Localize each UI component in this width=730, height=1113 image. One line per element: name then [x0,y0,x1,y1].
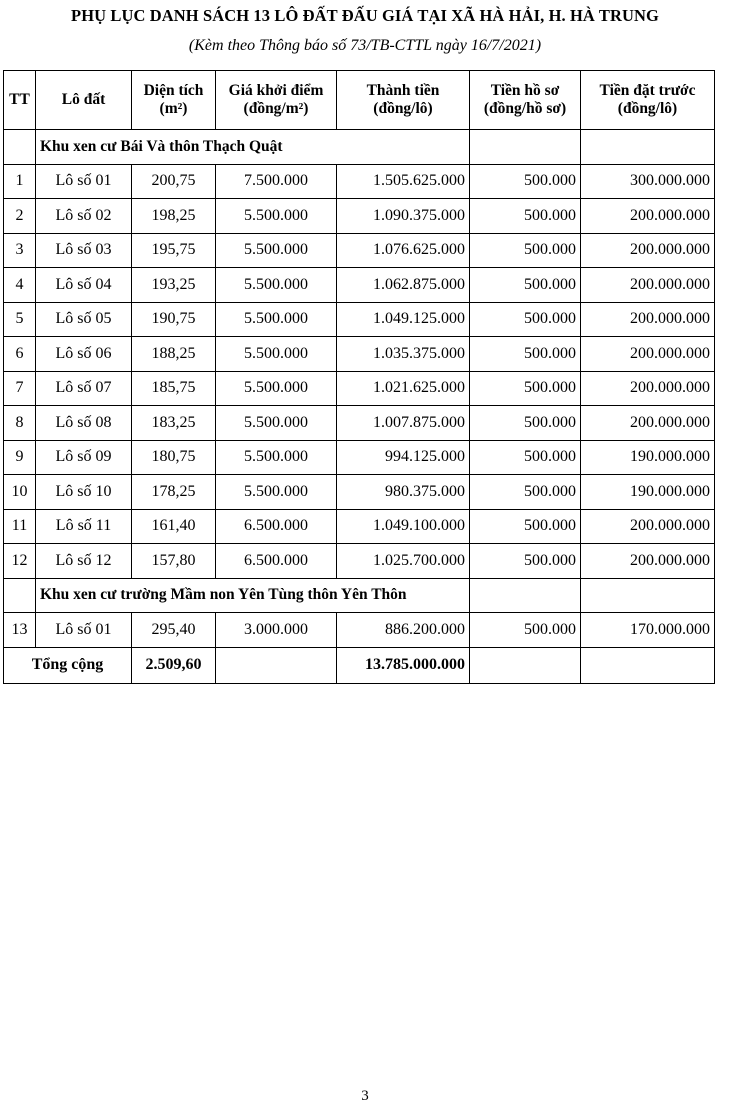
table-row [4,406,715,441]
cell-dien-tich: 190,75 [132,302,216,337]
table-row [4,337,715,372]
cell-dien-tich: 198,25 [132,199,216,234]
cell-gia-khoi-diem: 5.500.000 [216,475,337,510]
cell-tt: 13 [4,613,36,648]
cell-thanh-tien: 1.021.625.000 [337,371,470,406]
table-header-row [4,71,715,130]
cell-tien-dat-truoc: 200.000.000 [581,268,715,303]
cell-tien-ho-so: 500.000 [470,371,581,406]
group-label: Khu xen cư trường Mầm non Yên Tùng thôn Yên Thôn [36,578,470,613]
land-lots-table [3,70,715,684]
cell-thanh-tien: 1.007.875.000 [337,406,470,441]
cell-dien-tich: 161,40 [132,509,216,544]
cell-tien-dat-truoc: 200.000.000 [581,233,715,268]
document-title: PHỤ LỤC DANH SÁCH 13 LÔ ĐẤT ĐẤU GIÁ TẠI XÃ HÀ HẢI, H. HÀ TRUNG [71,6,659,25]
document-subtitle: (Kèm theo Thông báo số 73/TB-CTTL ngày 16/7/2021) [188,37,542,54]
table-row [4,164,715,199]
cell-gia-khoi-diem: 5.500.000 [216,440,337,475]
cell-thanh-tien: 1.035.375.000 [337,337,470,372]
cell-gia-khoi-diem: 5.500.000 [216,406,337,441]
cell-tien-dat-truoc: 200.000.000 [581,371,715,406]
cell-tien-dat-truoc: 190.000.000 [581,440,715,475]
cell-lo-dat: Lô số 09 [36,440,132,475]
header-lo-dat: Lô đất [36,71,132,130]
cell-gia-khoi-diem: 6.500.000 [216,544,337,579]
group-empty-cell [581,130,715,165]
cell-thanh-tien: 1.062.875.000 [337,268,470,303]
cell-tien-ho-so: 500.000 [470,475,581,510]
cell-tien-dat-truoc: 200.000.000 [581,199,715,234]
total-label: Tổng cộng [4,647,132,683]
cell-dien-tich: 188,25 [132,337,216,372]
cell-tt: 7 [4,371,36,406]
table-row [4,613,715,648]
table-body [4,130,715,684]
header-thanh-tien: Thành tiền (đồng/lô) [337,71,470,130]
cell-dien-tich: 183,25 [132,406,216,441]
table-row [4,199,715,234]
table-row [4,268,715,303]
group-empty-cell [4,578,36,613]
table-row [4,302,715,337]
table-row [4,233,715,268]
cell-tt: 5 [4,302,36,337]
table-row [4,440,715,475]
cell-thanh-tien: 980.375.000 [337,475,470,510]
cell-thanh-tien: 1.076.625.000 [337,233,470,268]
header-tien-dat-truoc: Tiền đặt trước (đồng/lô) [581,71,715,130]
cell-gia-khoi-diem: 5.500.000 [216,199,337,234]
cell-tien-ho-so: 500.000 [470,440,581,475]
total-empty-cell [581,647,715,683]
cell-tt: 6 [4,337,36,372]
cell-lo-dat: Lô số 10 [36,475,132,510]
header-gia-khoi-diem: Giá khởi điểm (đồng/m²) [216,71,337,130]
cell-tien-ho-so: 500.000 [470,199,581,234]
cell-tien-dat-truoc: 200.000.000 [581,337,715,372]
cell-lo-dat: Lô số 08 [36,406,132,441]
cell-thanh-tien: 994.125.000 [337,440,470,475]
group-empty-cell [470,130,581,165]
cell-tt: 12 [4,544,36,579]
cell-lo-dat: Lô số 01 [36,613,132,648]
cell-lo-dat: Lô số 05 [36,302,132,337]
cell-tien-dat-truoc: 200.000.000 [581,406,715,441]
total-thanh-tien: 13.785.000.000 [337,647,470,683]
cell-lo-dat: Lô số 01 [36,164,132,199]
cell-tien-dat-truoc: 170.000.000 [581,613,715,648]
table-row [4,509,715,544]
total-row [4,647,715,683]
cell-thanh-tien: 1.090.375.000 [337,199,470,234]
cell-tt: 8 [4,406,36,441]
cell-tien-dat-truoc: 300.000.000 [581,164,715,199]
cell-tt: 2 [4,199,36,234]
cell-gia-khoi-diem: 5.500.000 [216,233,337,268]
cell-tt: 4 [4,268,36,303]
cell-dien-tich: 185,75 [132,371,216,406]
cell-lo-dat: Lô số 07 [36,371,132,406]
cell-tien-ho-so: 500.000 [470,509,581,544]
cell-tien-ho-so: 500.000 [470,406,581,441]
cell-tien-ho-so: 500.000 [470,268,581,303]
cell-dien-tich: 157,80 [132,544,216,579]
cell-dien-tich: 180,75 [132,440,216,475]
cell-tien-dat-truoc: 200.000.000 [581,509,715,544]
cell-tien-ho-so: 500.000 [470,337,581,372]
cell-gia-khoi-diem: 5.500.000 [216,302,337,337]
cell-dien-tich: 200,75 [132,164,216,199]
cell-lo-dat: Lô số 11 [36,509,132,544]
cell-gia-khoi-diem: 7.500.000 [216,164,337,199]
header-dien-tich: Diện tích (m²) [132,71,216,130]
cell-tt: 9 [4,440,36,475]
cell-dien-tich: 295,40 [132,613,216,648]
cell-thanh-tien: 1.025.700.000 [337,544,470,579]
cell-tien-dat-truoc: 200.000.000 [581,302,715,337]
group-header-row [4,130,715,165]
cell-tien-ho-so: 500.000 [470,302,581,337]
cell-dien-tich: 193,25 [132,268,216,303]
header-tien-ho-so: Tiền hồ sơ (đồng/hồ sơ) [470,71,581,130]
cell-dien-tich: 195,75 [132,233,216,268]
total-empty-cell [470,647,581,683]
cell-tien-ho-so: 500.000 [470,164,581,199]
cell-tt: 1 [4,164,36,199]
cell-tien-dat-truoc: 190.000.000 [581,475,715,510]
group-empty-cell [4,130,36,165]
cell-gia-khoi-diem: 5.500.000 [216,337,337,372]
cell-thanh-tien: 1.049.125.000 [337,302,470,337]
cell-gia-khoi-diem: 3.000.000 [216,613,337,648]
cell-tien-dat-truoc: 200.000.000 [581,544,715,579]
group-label: Khu xen cư Bái Và thôn Thạch Quật [36,130,470,165]
cell-tt: 3 [4,233,36,268]
cell-thanh-tien: 886.200.000 [337,613,470,648]
page-number: 3 [361,1088,369,1104]
cell-tien-ho-so: 500.000 [470,613,581,648]
cell-tt: 10 [4,475,36,510]
total-dien-tich: 2.509,60 [132,647,216,683]
table-row [4,475,715,510]
cell-gia-khoi-diem: 5.500.000 [216,268,337,303]
cell-tt: 11 [4,509,36,544]
cell-lo-dat: Lô số 04 [36,268,132,303]
cell-lo-dat: Lô số 12 [36,544,132,579]
group-empty-cell [470,578,581,613]
cell-tien-ho-so: 500.000 [470,544,581,579]
group-empty-cell [581,578,715,613]
table-row [4,544,715,579]
cell-dien-tich: 178,25 [132,475,216,510]
cell-lo-dat: Lô số 03 [36,233,132,268]
cell-gia-khoi-diem: 6.500.000 [216,509,337,544]
cell-lo-dat: Lô số 02 [36,199,132,234]
cell-thanh-tien: 1.505.625.000 [337,164,470,199]
header-tt: TT [4,71,36,130]
group-header-row [4,578,715,613]
table-row [4,371,715,406]
cell-lo-dat: Lô số 06 [36,337,132,372]
cell-gia-khoi-diem: 5.500.000 [216,371,337,406]
cell-thanh-tien: 1.049.100.000 [337,509,470,544]
cell-tien-ho-so: 500.000 [470,233,581,268]
total-empty-cell [216,647,337,683]
